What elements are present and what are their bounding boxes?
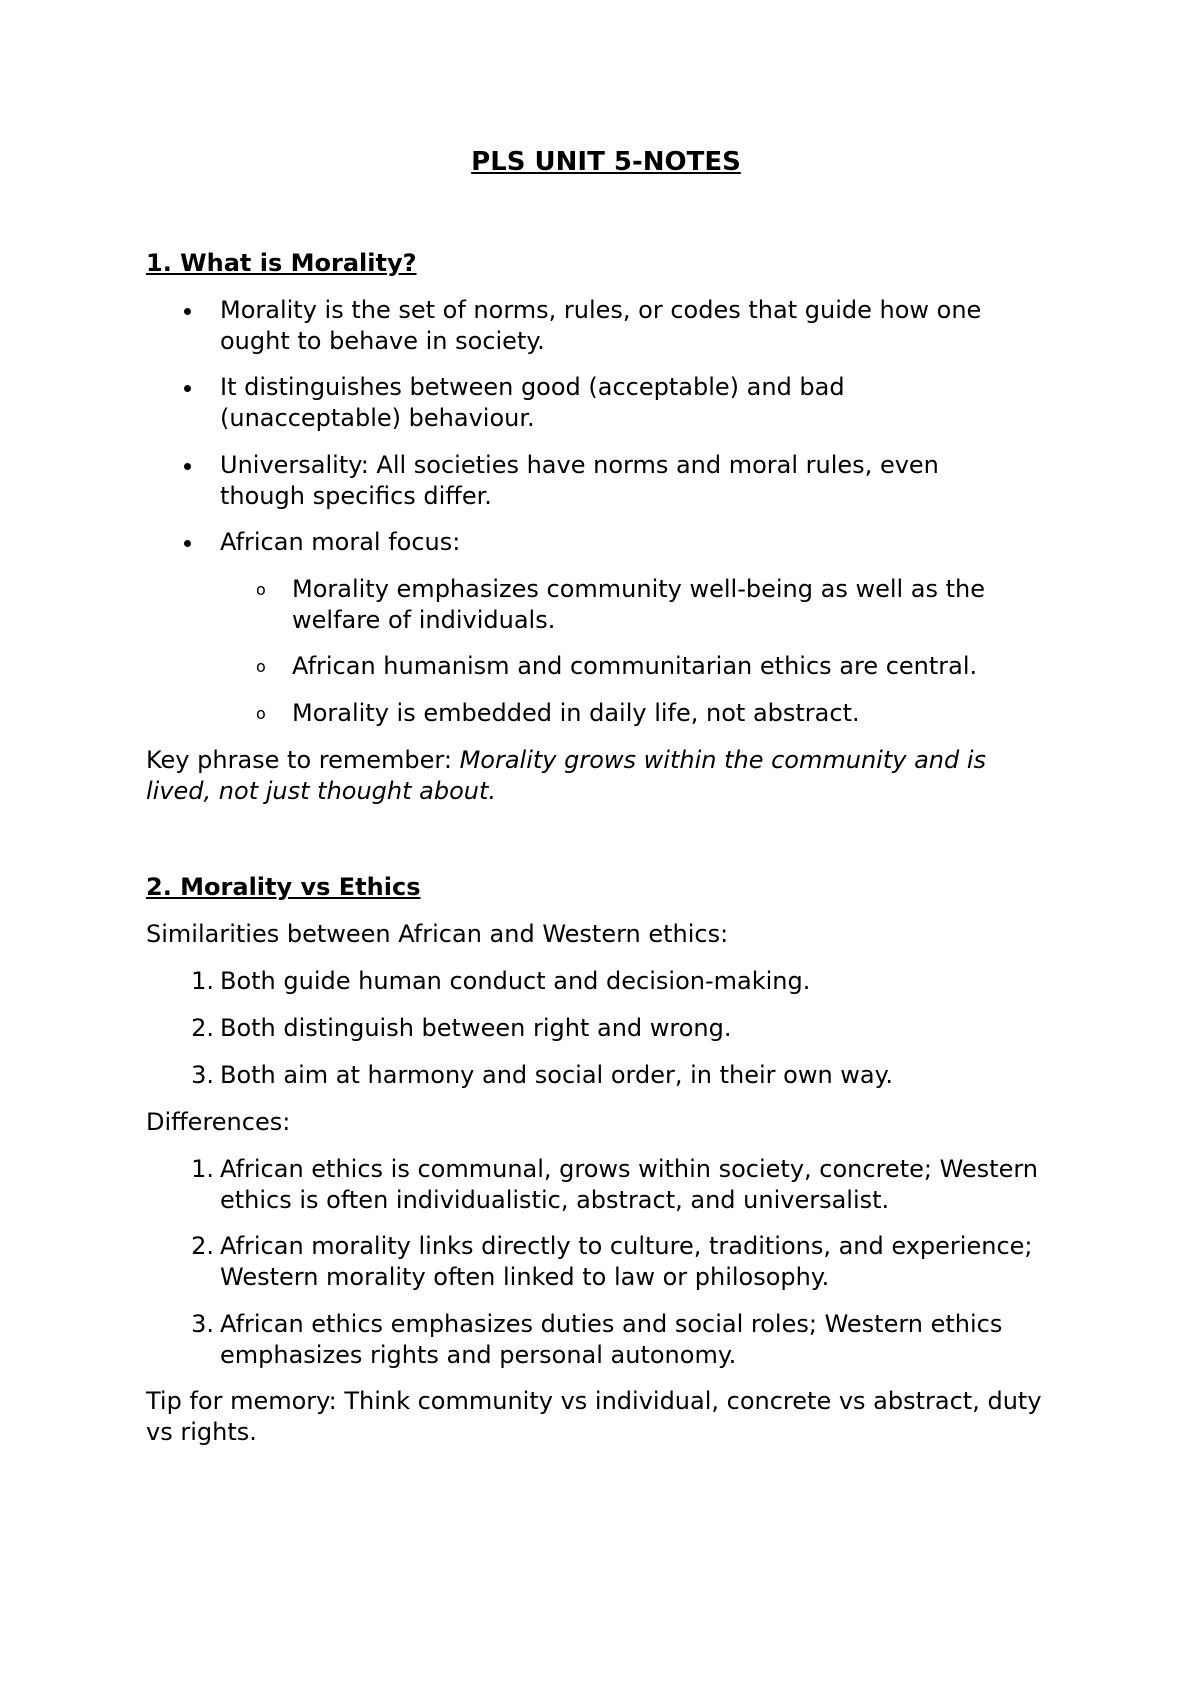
differences-label: Differences: (146, 1108, 291, 1136)
sub-bullet-text: Morality is embedded in daily life, not abstract. (292, 699, 860, 727)
list-item (184, 1013, 1064, 1044)
list-number: 2. (191, 1232, 214, 1260)
memory-tip: Tip for memory: Think community vs individual, concrete vs abstract, duty vs rights. (146, 1387, 1042, 1446)
similarities-label: Similarities between African and Western ethics: (146, 920, 729, 948)
list-number: 3. (191, 1061, 214, 1089)
bullet-text: African moral focus: (220, 528, 461, 556)
key-phrase-text: Morality grows within the community and is lived, not just thought about. (146, 746, 987, 805)
list-item-text: African ethics is communal, grows within society, concrete; Western ethics is often individualistic, abstract, and universalist. (220, 1155, 1039, 1214)
circle-bullet-icon: o (256, 580, 266, 599)
section-2-heading: 2. Morality vs Ethics (146, 873, 421, 901)
list-item (184, 527, 1064, 558)
circle-bullet-icon: o (256, 657, 266, 676)
list-item (184, 295, 1064, 357)
page-title: PLS UNIT 5-NOTES (471, 147, 741, 177)
sub-bullet-text: African humanism and communitarian ethics are central. (292, 652, 978, 680)
list-item (184, 1231, 1064, 1293)
section-1-heading: 1. What is Morality? (146, 249, 417, 277)
list-item-text: African ethics emphasizes duties and social roles; Western ethics emphasizes rights and personal autonomy. (220, 1310, 1003, 1369)
sub-bullet-text: Morality emphasizes community well-being as well as the welfare of individuals. (292, 575, 986, 634)
key-phrase-label: Key phrase to remember: (146, 746, 460, 774)
list-item (184, 1154, 1064, 1216)
key-phrase (146, 745, 1026, 807)
list-number: 1. (191, 1155, 214, 1183)
bullet-text: It distinguishes between good (acceptable) and bad (unacceptable) behaviour. (220, 373, 845, 432)
list-item-text: Both distinguish between right and wrong. (220, 1014, 732, 1042)
list-item (184, 1060, 1064, 1091)
list-item (184, 1309, 1064, 1371)
sub-list-item (256, 698, 1136, 729)
bullet-text: Morality is the set of norms, rules, or codes that guide how one ought to behave in society. (220, 296, 982, 355)
list-item-text: Both guide human conduct and decision-making. (220, 967, 811, 995)
list-item-text: African morality links directly to culture, traditions, and experience; Western morality often linked to law or philosophy. (220, 1232, 1033, 1291)
sub-list-item (256, 574, 1136, 636)
list-number: 2. (191, 1014, 214, 1042)
list-item (184, 966, 1064, 997)
list-item (184, 372, 1064, 434)
list-item-text: Both aim at harmony and social order, in their own way. (220, 1061, 894, 1089)
sub-list-item (256, 651, 1136, 682)
list-number: 1. (191, 967, 214, 995)
list-item (184, 450, 1064, 512)
bullet-text: Universality: All societies have norms and moral rules, even though specifics differ. (220, 451, 939, 510)
circle-bullet-icon: o (256, 704, 266, 723)
list-number: 3. (191, 1310, 214, 1338)
